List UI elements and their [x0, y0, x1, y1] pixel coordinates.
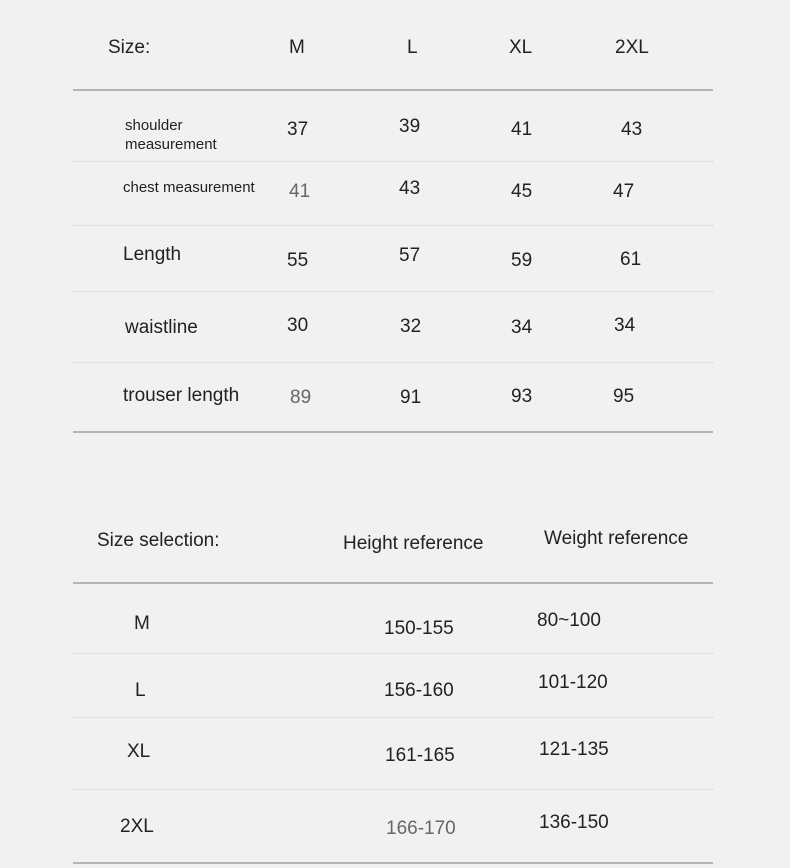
cell-value: 61 — [620, 249, 642, 270]
size-header-xl: XL — [509, 37, 533, 58]
row-weight: 136-150 — [539, 812, 609, 833]
row-divider — [73, 653, 713, 654]
row-divider — [73, 717, 713, 718]
row-label-waistline: waistline — [125, 317, 198, 338]
cell-value: 95 — [613, 386, 635, 407]
row-weight: 101-120 — [538, 672, 608, 693]
row-size: M — [134, 613, 150, 634]
row-divider — [73, 362, 713, 363]
row-label-length: Length — [123, 244, 182, 265]
row-divider — [73, 789, 713, 790]
size-header-label: Size: — [108, 37, 151, 58]
row-size: L — [135, 680, 146, 701]
size-header-m: M — [289, 37, 305, 58]
row-divider — [73, 225, 713, 226]
cell-value: 43 — [621, 119, 643, 140]
row-divider — [73, 291, 713, 292]
cell-value: 32 — [400, 316, 422, 337]
table-bottom-rule — [73, 431, 713, 433]
row-divider — [73, 161, 713, 162]
row-height: 161-165 — [385, 745, 455, 766]
row-height: 166-170 — [386, 818, 456, 839]
cell-value: 45 — [511, 181, 533, 202]
row-size: XL — [127, 741, 151, 762]
cell-value: 91 — [400, 387, 422, 408]
cell-value: 37 — [287, 119, 309, 140]
cell-value: 93 — [511, 386, 533, 407]
header-divider — [73, 89, 713, 91]
row-height: 150-155 — [384, 618, 454, 639]
cell-value: 55 — [287, 250, 309, 271]
size-header-l: L — [407, 37, 418, 58]
height-reference-header: Height reference — [343, 533, 484, 554]
cell-value: 39 — [399, 116, 421, 137]
row-height: 156-160 — [384, 680, 454, 701]
row-label-shoulder-line1: shoulder — [125, 117, 183, 134]
cell-value: 34 — [614, 315, 636, 336]
row-label-trouser-length: trouser length — [123, 385, 240, 406]
cell-value: 34 — [511, 317, 533, 338]
cell-value: 89 — [290, 387, 312, 408]
cell-value: 59 — [511, 250, 533, 271]
row-label-chest: chest measurement — [123, 179, 255, 196]
size-header-2xl: 2XL — [615, 37, 649, 58]
weight-reference-header: Weight reference — [544, 528, 689, 549]
cell-value: 57 — [399, 245, 421, 266]
row-weight: 80~100 — [537, 610, 601, 631]
row-size: 2XL — [120, 816, 154, 837]
cell-value: 43 — [399, 178, 421, 199]
cell-value: 41 — [289, 181, 311, 202]
table-bottom-rule — [73, 862, 713, 864]
cell-value: 47 — [613, 181, 635, 202]
cell-value: 30 — [287, 315, 309, 336]
size-selection-header: Size selection: — [97, 530, 220, 551]
cell-value: 41 — [511, 119, 533, 140]
row-label-shoulder-line2: measurement — [125, 136, 217, 153]
header-divider — [73, 582, 713, 584]
row-weight: 121-135 — [539, 739, 609, 760]
